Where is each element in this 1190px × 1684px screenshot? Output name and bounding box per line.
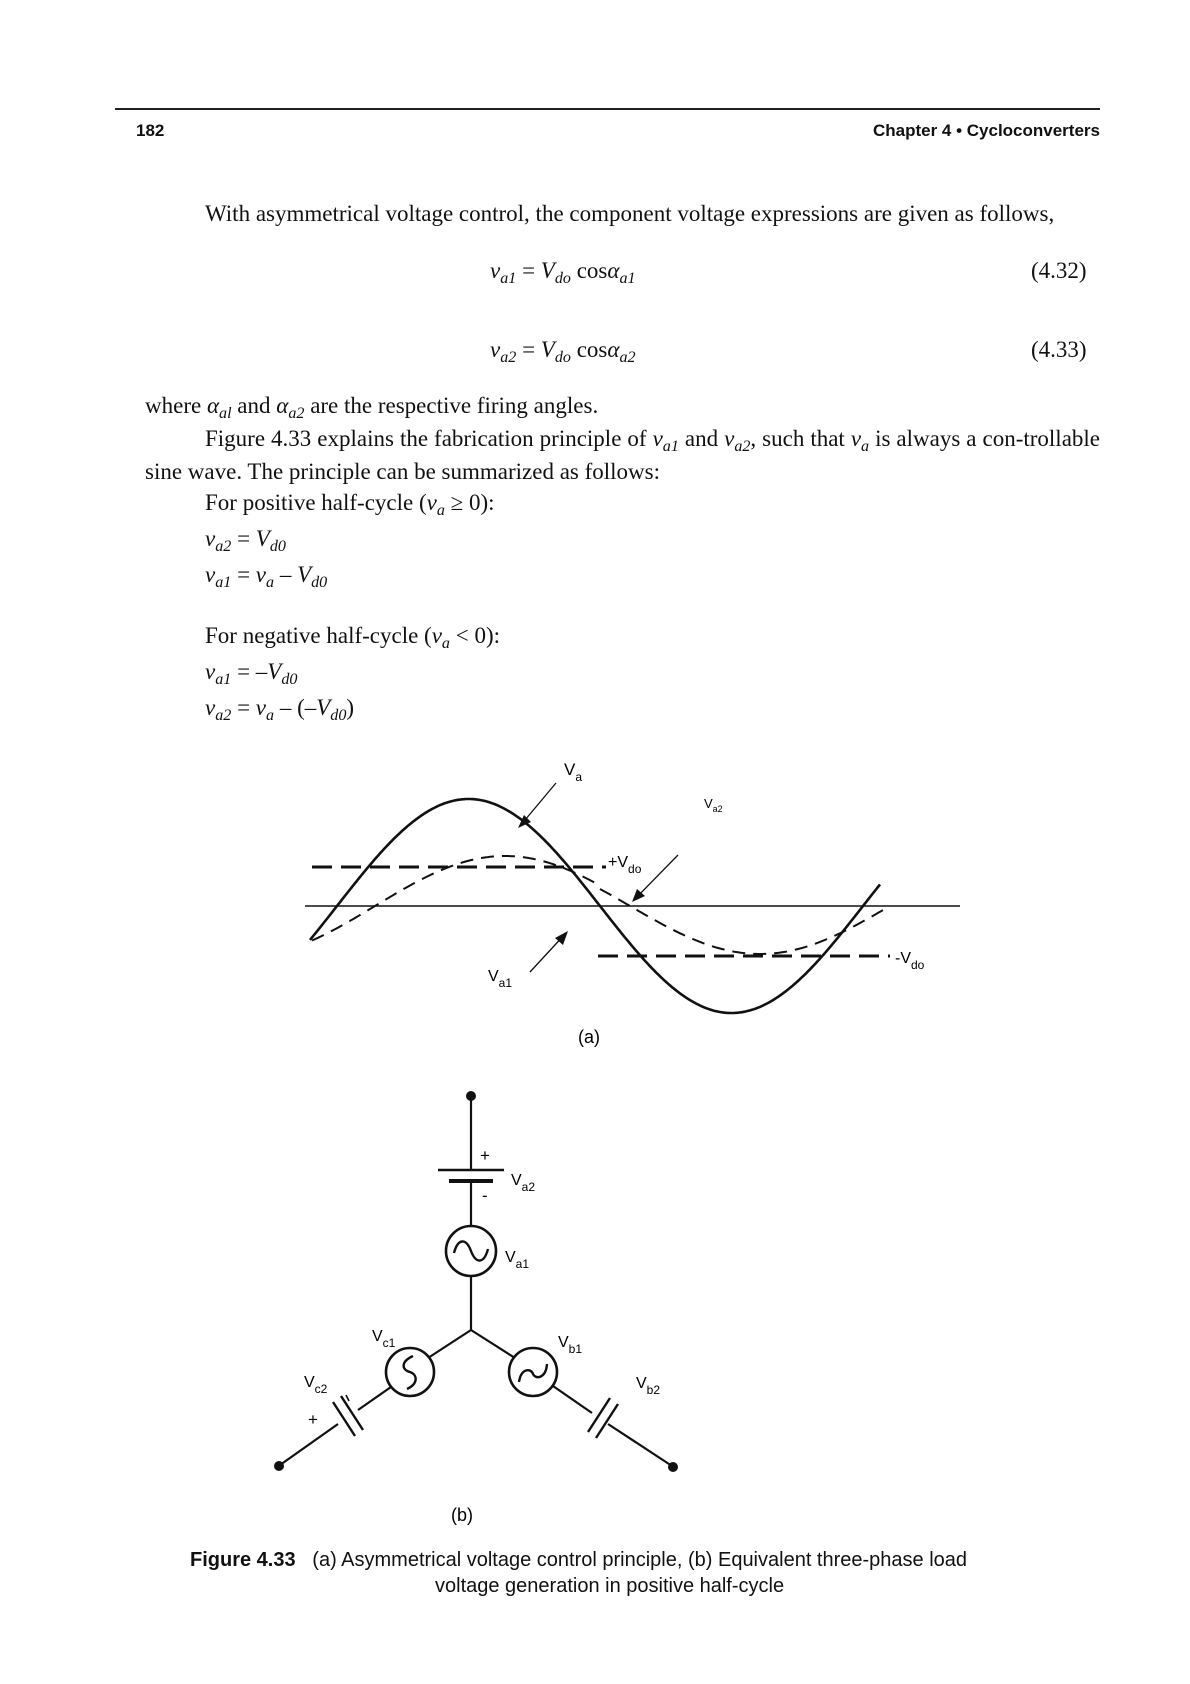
intro-paragraph: With asymmetrical voltage control, the component voltage expressions are given as follows, — [205, 201, 1055, 226]
wire-c-source-to-battery — [358, 1387, 391, 1410]
explanation-paragraph: Figure 4.33 explains the fabrication principle of $v_{a1}$ and $v_{a2}$, such that $v_a$ is always a con-trollable sine wave. The principle can be summarized as follows: — [145, 426, 1100, 484]
wire-c-to-terminal — [280, 1424, 338, 1465]
negative-eq-1: $v_{a1} = -V_{d0}$ — [205, 659, 298, 688]
label-plus-vdo: $+V_{do}$ — [608, 854, 642, 876]
label-va2-source: $V_{a2}$ — [511, 1172, 536, 1194]
equation-number-4-32: (4.32) — [1031, 258, 1087, 283]
negative-eq-2: $v_{a2} = v_a - (-V_{d0})$ — [205, 695, 355, 724]
label-minus-vdo: $-V_{do}$ — [895, 950, 925, 972]
battery-a-plus: + — [480, 1146, 490, 1165]
battery-c-plate-2 — [333, 1402, 355, 1436]
label-va: $V_a$ — [564, 760, 583, 784]
equation-4-32: $v_{a1} = V_{do}$ cosα$_{a1}$ — [490, 258, 636, 287]
battery-c-minus-tick — [346, 1395, 349, 1401]
label-vc1: $V_{c1}$ — [372, 1328, 396, 1350]
wire-neutral-to-b — [471, 1330, 515, 1358]
battery-a-minus: - — [482, 1186, 488, 1205]
positive-half-cycle-heading: For positive half-cycle $(v_a \ge 0)$: — [205, 490, 495, 519]
where-line: where $\alpha_{al}$ and $\alpha_{a2}$ are the respective firing angles. — [145, 393, 599, 422]
wire-b-to-terminal — [608, 1424, 672, 1466]
positive-eq-2: $v_{a1} = v_a - V_{d0}$ — [205, 562, 328, 591]
label-va1-source: $V_{a1}$ — [505, 1249, 530, 1271]
battery-b-plate-2 — [596, 1404, 618, 1438]
battery-c-plate-1 — [341, 1396, 363, 1430]
label-vc2: $V_{c2}$ — [304, 1374, 328, 1396]
terminal-b — [668, 1462, 678, 1472]
label-va1: $V_{a1}$ — [488, 968, 513, 990]
figure-caption-label: Figure 4.33 — [190, 1549, 296, 1571]
battery-b-plate-1 — [588, 1398, 610, 1432]
figure-a-sublabel: (a) — [578, 1027, 600, 1047]
figure-b-sublabel: (b) — [451, 1505, 473, 1525]
figure-caption-line-2: voltage generation in positive half-cycle — [435, 1575, 785, 1597]
label-va2: $V_{a2}$ — [704, 796, 723, 814]
wire-b-source-to-battery — [553, 1386, 592, 1413]
label-vb2: $V_{b2}$ — [636, 1375, 661, 1397]
label-vb1: $V_{b1}$ — [558, 1334, 583, 1356]
battery-c-plus: + — [308, 1410, 318, 1429]
running-head: Chapter 4 • Cycloconverters — [872, 121, 1100, 140]
page-number: 182 — [136, 121, 165, 140]
positive-eq-1: $v_{a2} = V_{d0}$ — [205, 526, 286, 555]
equation-4-33: $v_{a2} = V_{do}$ cosα$_{a2}$ — [490, 337, 636, 366]
negative-half-cycle-heading: For negative half-cycle $(v_a < 0)$: — [205, 623, 500, 652]
figure-caption-line-1: Figure 4.33 (a) Asymmetrical voltage control principle, (b) Equivalent three-phase load — [190, 1549, 968, 1571]
wire-neutral-to-c — [428, 1330, 471, 1358]
terminal-c — [274, 1461, 284, 1471]
equation-number-4-33: (4.33) — [1031, 337, 1087, 362]
